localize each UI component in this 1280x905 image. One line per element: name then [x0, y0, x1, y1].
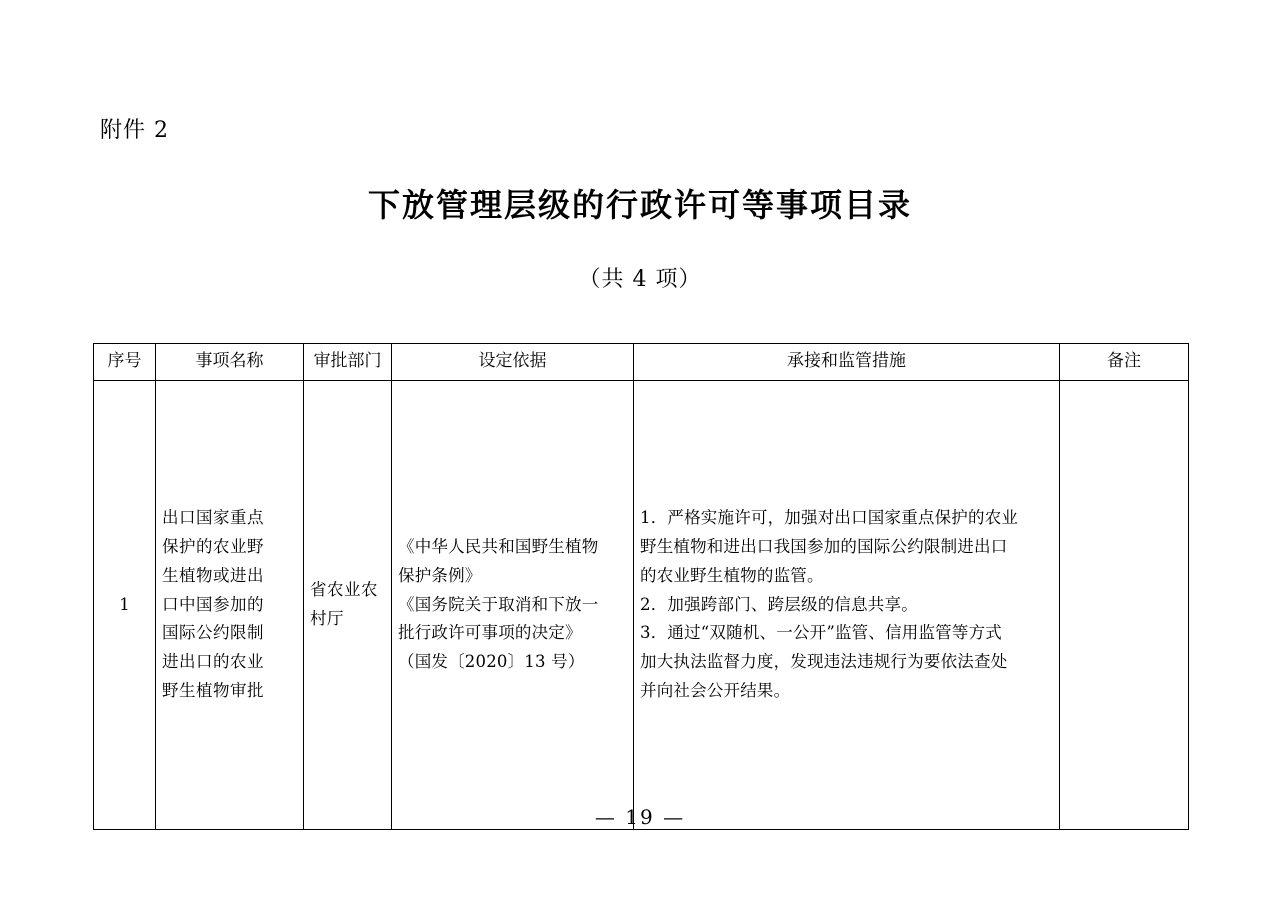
- item-count-subtitle: （共 4 项）: [578, 267, 702, 292]
- cell-line: 的农业野生植物的监管。: [640, 565, 824, 585]
- cell-item-name: [156, 381, 304, 830]
- cell-line: （国发〔2020〕13 号）: [398, 652, 585, 672]
- cell-approval-dept: [304, 381, 392, 830]
- cell-line: 1．严格实施许可，加强对出口国家重点保护的农业: [640, 507, 1019, 527]
- cell-line: 加大执法监督力度，发现违法违规行为要依法查处: [640, 652, 1008, 672]
- cell-line: 并向社会公开结果。: [640, 681, 791, 701]
- cell-line: 3．通过“双随机、一公开”监管、信用监管等方式: [640, 623, 1002, 643]
- cell-seq: 1: [94, 381, 156, 830]
- cell-line: 野生植物和进出口我国参加的国际公约限制进出口: [640, 536, 1008, 556]
- cell-legal-basis: [392, 381, 634, 830]
- attachment-label: 附件 2: [100, 118, 169, 143]
- cell-line: 村厅: [310, 609, 344, 628]
- cell-line: 保护的农业野: [162, 536, 264, 556]
- cell-line: 野生植物审批: [162, 681, 264, 701]
- column-header-seq: 序号: [94, 344, 156, 381]
- column-header-name: 事项名称: [156, 344, 304, 381]
- cell-line: 口中国参加的: [162, 594, 264, 614]
- cell-line: 《国务院关于取消和下放一: [398, 594, 599, 614]
- cell-line: 生植物或进出: [162, 565, 264, 585]
- cell-line: 批行政许可事项的决定》: [398, 623, 582, 643]
- column-header-dept: 审批部门: [304, 344, 392, 381]
- page-title: 下放管理层级的行政许可等事项目录: [367, 186, 912, 224]
- table-row: [94, 381, 1189, 830]
- cell-line: 进出口的农业: [162, 652, 264, 672]
- column-header-measure: 承接和监管措施: [634, 344, 1060, 381]
- page-number: — 19 —: [594, 805, 686, 829]
- cell-line: 2．加强跨部门、跨层级的信息共享。: [640, 594, 918, 614]
- column-header-remark: 备注: [1060, 344, 1189, 381]
- catalog-table: [93, 343, 1189, 830]
- cell-remark: [1060, 381, 1189, 830]
- cell-supervision-measures: [634, 381, 1060, 830]
- cell-line: 《中华人民共和国野生植物: [398, 536, 599, 556]
- cell-line: 保护条例》: [398, 565, 482, 585]
- table-header-row: [94, 344, 1189, 381]
- cell-line: 国际公约限制: [162, 623, 264, 643]
- column-header-basis: 设定依据: [392, 344, 634, 381]
- cell-line: 出口国家重点: [162, 507, 264, 527]
- cell-line: 省农业农: [310, 580, 378, 600]
